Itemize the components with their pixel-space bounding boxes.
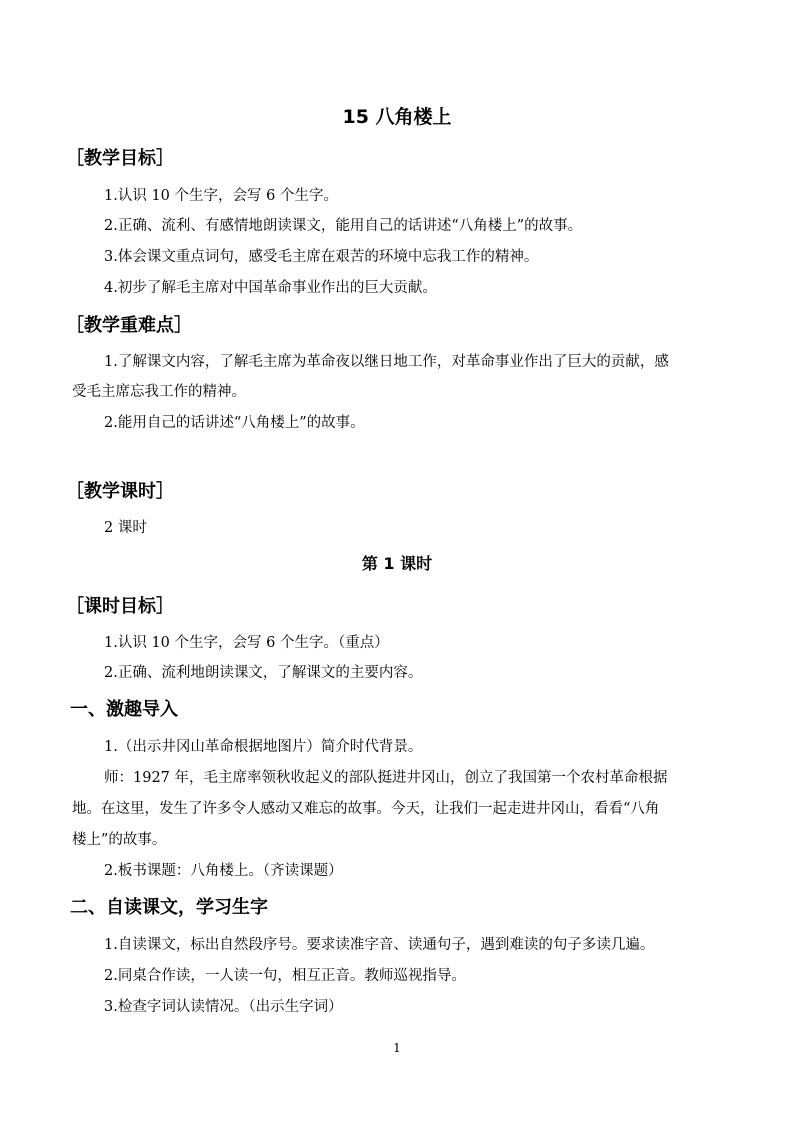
teaching-goal-item: 1.认识 10 个生字，会写 6 个生字。 (104, 188, 338, 204)
lesson-title: 15 八角楼上 (342, 106, 452, 128)
section-heading-part1: 一、激趣导入 (70, 699, 178, 720)
key-points-heading: ［教学重难点］ (66, 315, 192, 336)
paragraph: 2.板书课题：八角楼上。（齐读课题） (104, 863, 343, 879)
lesson-goals-heading: ［课时目标］ (66, 596, 174, 617)
paragraph-continued: 地。在这里，发生了许多令人感动又难忘的故事。今天，让我们一起走进井冈山，看看“八角 (72, 801, 660, 817)
page-number: 1 (393, 1041, 401, 1055)
teaching-hours-heading: ［教学课时］ (66, 481, 174, 502)
teaching-hours-value: 2 课时 (104, 520, 147, 536)
section-heading-part2: 二、自读课文，学习生字 (70, 897, 268, 918)
key-point-item: 2.能用自己的话讲述“八角楼上”的故事。 (104, 415, 365, 431)
paragraph: 1.（出示井冈山革命根据地图片）简介时代背景。 (104, 739, 423, 755)
paragraph: 2.同桌合作读，一人读一句，相互正音。教师巡视指导。 (104, 968, 466, 984)
lesson-goal-item: 2.正确、流利地朗读课文，了解课文的主要内容。 (104, 665, 423, 681)
paragraph: 师：1927 年，毛主席率领秋收起义的部队挺进井冈山，创立了我国第一个农村革命根据 (104, 770, 668, 786)
key-point-item-continued: 受毛主席忘我工作的精神。 (72, 384, 246, 400)
lesson-goal-item: 1.认识 10 个生字，会写 6 个生字。（重点） (104, 635, 389, 651)
key-point-item: 1.了解课文内容，了解毛主席为革命夜以继日地工作，对革命事业作出了巨大的贡献，感 (104, 354, 669, 370)
paragraph: 1.自读课文，标出自然段序号。要求读准字音、读通句子，遇到难读的句子多读几遍。 (104, 937, 655, 953)
lesson-1-title: 第 1 课时 (361, 554, 433, 573)
teaching-goal-item: 4.初步了解毛主席对中国革命事业作出的巨大贡献。 (104, 280, 437, 296)
paragraph-continued: 楼上”的故事。 (72, 832, 167, 848)
paragraph: 3.检查字词认读情况。（出示生字词） (104, 999, 343, 1015)
teaching-goal-item: 2.正确、流利、有感情地朗读课文，能用自己的话讲述“八角楼上”的故事。 (104, 218, 583, 234)
teaching-goal-item: 3.体会课文重点词句，感受毛主席在艰苦的环境中忘我工作的精神。 (104, 249, 539, 265)
teaching-goals-heading: ［教学目标］ (66, 148, 174, 169)
